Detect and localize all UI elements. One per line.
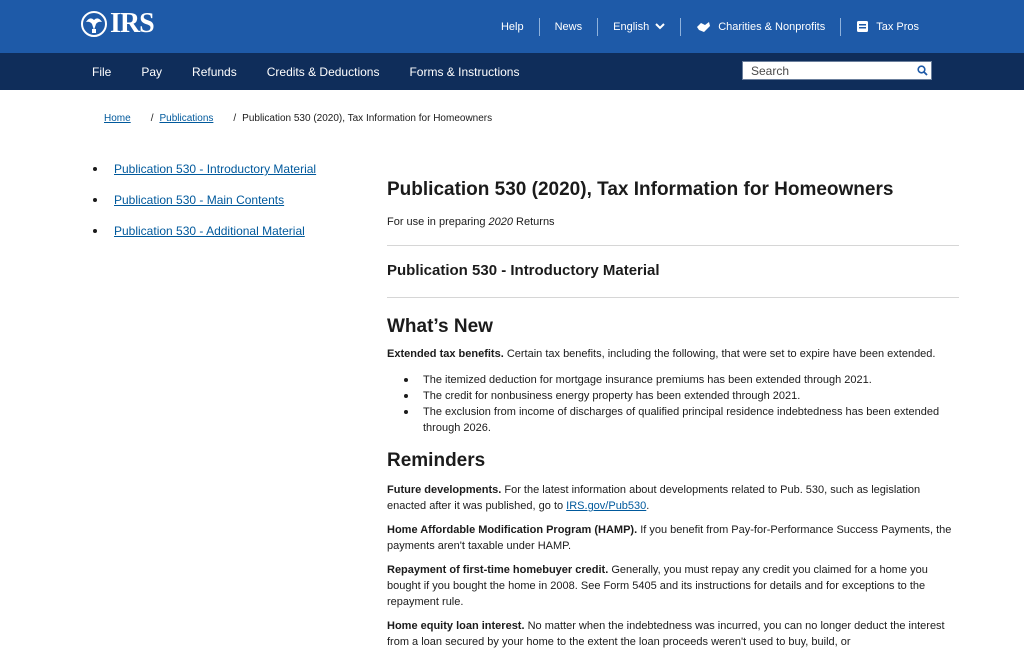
help-link[interactable] (486, 18, 539, 36)
list-item-text: The credit for nonbusiness energy property has been extended through 2021. (423, 390, 801, 402)
section-title: Publication 530 - Introductory Material (387, 262, 660, 279)
top-utility-bar (0, 0, 1024, 53)
breadcrumb-current: Publication 530 (2020), Tax Information for Homeowners (242, 113, 493, 124)
breadcrumb-home[interactable]: Home (104, 113, 131, 124)
sidebar-link-introductory[interactable]: Publication 530 - Introductory Material (114, 162, 317, 176)
tax-pros-label: Tax Pros (876, 20, 919, 33)
subtitle-post: Returns (512, 216, 555, 228)
nav-pay[interactable]: Pay (141, 64, 163, 79)
nav-forms-instructions[interactable]: Forms & Instructions (409, 64, 520, 79)
search-input[interactable] (743, 64, 913, 78)
bullet (404, 394, 408, 398)
page-title: Publication 530 (2020), Tax Information for Homeowners (387, 179, 894, 200)
reminder-hamp (387, 522, 959, 554)
tax-pros-link[interactable] (841, 18, 934, 36)
news-label: News (554, 20, 583, 33)
paragraph-text: Generally, you must repay any credit you claimed for a home you bought if you bought the home in 2008. See Form 5405 and its instructions for details and for exceptions to the repayment rule. (387, 564, 928, 608)
bullet (93, 167, 97, 171)
reminder-future-developments (387, 482, 959, 514)
paragraph-lead: Home equity loan interest. (387, 620, 525, 632)
breadcrumb (104, 113, 492, 124)
bullet (93, 198, 97, 202)
page-subtitle (387, 214, 959, 230)
breadcrumb-publications[interactable]: Publications (159, 113, 214, 124)
eagle-logo-icon (80, 10, 108, 38)
paragraph-lead: Future developments. (387, 484, 502, 496)
sidebar-link-additional[interactable]: Publication 530 - Additional Material (114, 224, 305, 238)
sidebar-item-introductory (92, 160, 352, 191)
logo-text: IRS (110, 8, 154, 39)
language-label: English (613, 20, 650, 33)
pub530-link[interactable]: IRS.gov/Pub530 (566, 500, 647, 512)
breadcrumb-separator: / (233, 113, 237, 124)
paragraph-text-end: . (646, 500, 650, 512)
paragraph-text: Certain tax benefits, including the following, that were set to expire have been extended. (503, 348, 936, 360)
extended-benefits-paragraph (387, 346, 959, 362)
divider (387, 245, 959, 246)
subtitle-pre: For use in preparing (387, 216, 489, 228)
paragraph-text: No matter when the indebtedness was incurred, you can no longer deduct the interest from a loan secured by your home to the extent the loan proceeds weren't used to buy, build, or (387, 620, 945, 648)
bullet (404, 378, 408, 382)
paragraph-lead: Extended tax benefits. (387, 348, 504, 360)
extended-benefits-list (387, 372, 959, 436)
bullet (93, 229, 97, 233)
divider (387, 297, 959, 298)
main-content (387, 176, 959, 650)
reminders-heading: Reminders (387, 450, 486, 471)
list-item-text: The itemized deduction for mortgage insurance premiums has been extended through 2021. (423, 374, 872, 386)
sidebar (92, 160, 352, 253)
reminder-homebuyer-credit (387, 562, 959, 610)
sidebar-link-main-contents[interactable]: Publication 530 - Main Contents (114, 193, 285, 207)
search-box (742, 61, 932, 80)
chevron-down-icon (655, 23, 665, 30)
paragraph-lead: Home Affordable Modification Program (HAMP). (387, 524, 638, 536)
news-link[interactable] (540, 18, 598, 36)
briefcase-icon (856, 20, 869, 33)
subtitle-year: 2020 (488, 216, 513, 228)
handshake-icon (696, 21, 711, 33)
nav-file[interactable]: File (92, 64, 112, 79)
help-label: Help (500, 20, 524, 33)
breadcrumb-separator: / (150, 113, 154, 124)
sidebar-item-main-contents (92, 191, 352, 222)
charities-link[interactable] (681, 18, 840, 36)
paragraph-text: For the latest information about developments related to Pub. 530, such as legislation enacted after it was published, go to (387, 484, 921, 512)
charities-label: Charities & Nonprofits (718, 20, 826, 33)
nav-refunds[interactable]: Refunds (192, 64, 237, 79)
search-icon[interactable] (913, 65, 931, 76)
nav-credits-deductions[interactable]: Credits & Deductions (266, 64, 380, 79)
list-item-text: The exclusion from income of discharges of qualified principal residence indebtedness has been extended through 2026. (423, 406, 940, 434)
paragraph-text: If you benefit from Pay-for-Performance Success Payments, the payments aren't taxable under HAMP. (387, 524, 952, 552)
list-item (387, 404, 959, 436)
irs-logo[interactable] (80, 10, 154, 38)
language-dropdown[interactable] (598, 18, 680, 36)
bullet (404, 410, 408, 414)
paragraph-lead: Repayment of first-time homebuyer credit. (387, 564, 609, 576)
list-item (387, 372, 959, 388)
utility-nav (486, 0, 934, 53)
reminder-home-equity (387, 618, 959, 650)
list-item (387, 388, 959, 404)
sidebar-item-additional (92, 222, 352, 253)
whats-new-heading: What’s New (387, 316, 493, 337)
main-nav (0, 53, 1024, 90)
